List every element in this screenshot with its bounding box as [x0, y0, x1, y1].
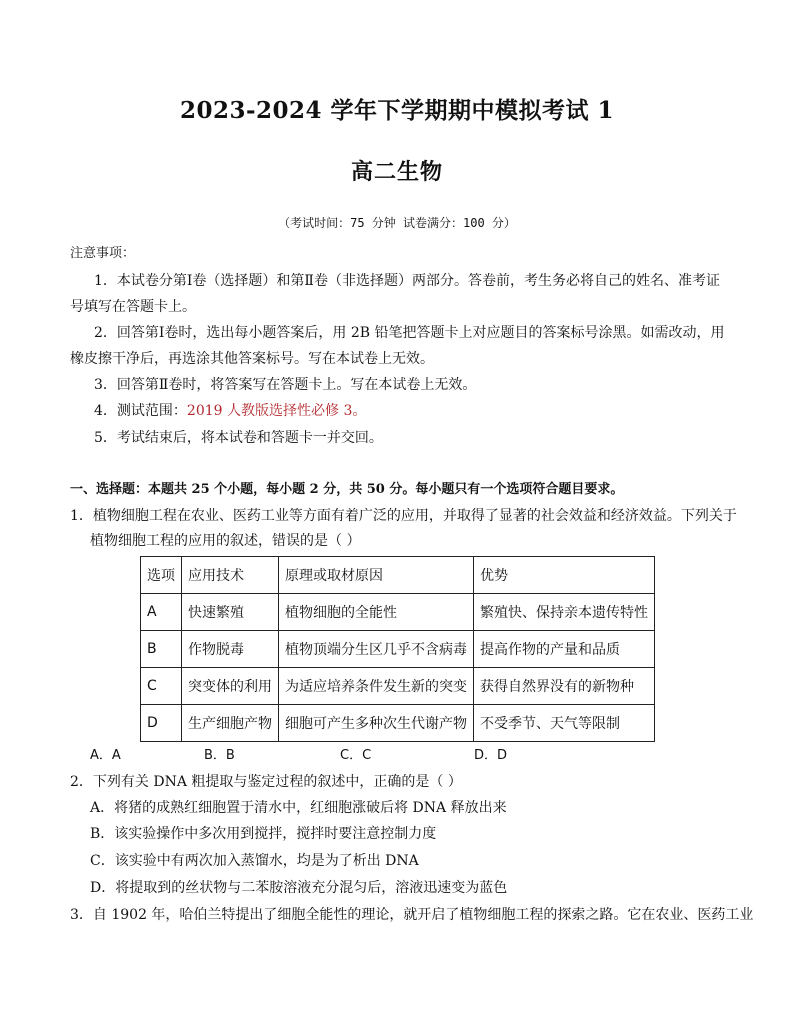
notice-item-4: [94, 400, 366, 420]
notice-heading: 注意事项：: [70, 246, 136, 261]
question-2-option-b: B．该实验操作中多次用到搅拌，搅拌时要注意控制力度: [90, 826, 437, 842]
question-1-stem: 1．植物细胞工程在农业、医药工业等方面有着广泛的应用，并取得了显著的社会效益和经济效益。下列关于: [70, 508, 737, 524]
question-1-choice-a: A．A: [90, 748, 121, 763]
table-cell: C: [141, 668, 182, 705]
notice-item-3: 3．回答第Ⅱ卷时，将答案写在答题卡上。写在本试卷上无效。: [94, 377, 477, 393]
table-cell: 突变体的利用: [182, 668, 279, 705]
table-cell: 繁殖快、保持亲本遗传特性: [474, 594, 655, 631]
subject-title: 高二生物: [350, 159, 443, 185]
table-row: [141, 594, 655, 631]
table-cell: 快速繁殖: [182, 594, 279, 631]
test-scope: 2019 人教版选择性必修 3。: [186, 403, 367, 419]
notice-item-5: 5．考试结束后，将本试卷和答题卡一并交回。: [94, 430, 383, 446]
table-row: [141, 668, 655, 705]
table-cell: B: [141, 631, 182, 668]
table-header-cell: 优势: [474, 557, 655, 594]
notice-item-2: 2．回答第Ⅰ卷时，选出每小题答案后，用 2B 铅笔把答题卡上对应题目的答案标号涂黑。如需改动，用: [94, 325, 725, 341]
notice-item-1-cont: 号填写在答题卡上。: [70, 299, 196, 315]
table-header-row: [141, 557, 655, 594]
table-cell: A: [141, 594, 182, 631]
question-2-stem: 2．下列有关 DNA 粗提取与鉴定过程的叙述中，正确的是（ ）: [70, 774, 462, 790]
question-1-table: [140, 556, 655, 742]
table-row: [141, 631, 655, 668]
table-header-cell: 原理或取材原因: [279, 557, 474, 594]
table-cell: D: [141, 705, 182, 742]
table-cell: 生产细胞产物: [182, 705, 279, 742]
notice-item-4-prefix: 4．测试范围：: [94, 403, 187, 419]
question-1-stem-cont: 植物细胞工程的应用的叙述，错误的是（ ）: [90, 533, 361, 549]
notice-item-2-cont: 橡皮擦干净后，再选涂其他答案标号。写在本试卷上无效。: [70, 351, 434, 367]
question-3-stem: 3．自 1902 年，哈伯兰特提出了细胞全能性的理论，就开启了植物细胞工程的探索之路。它在农业、医药工业: [70, 907, 754, 923]
section-heading: 一、选择题：本题共 25 个小题，每小题 2 分，共 50 分。每小题只有一个选项符合题目要求。: [70, 482, 624, 497]
table-cell: 作物脱毒: [182, 631, 279, 668]
question-2-option-d: D．将提取到的丝状物与二苯胺溶液充分混匀后，溶液迅速变为蓝色: [90, 880, 508, 896]
question-1-choice-b: B．B: [204, 748, 235, 763]
exam-info: （考试时间：75 分钟 试卷满分：100 分）: [278, 216, 516, 230]
table-cell: 不受季节、天气等限制: [474, 705, 655, 742]
table-cell: 为适应培养条件发生新的突变: [279, 668, 474, 705]
table-cell: 植物顶端分生区几乎不含病毒: [279, 631, 474, 668]
table-cell: 获得自然界没有的新物种: [474, 668, 655, 705]
table-header-cell: 应用技术: [182, 557, 279, 594]
exam-title: 2023-2024 学年下学期期中模拟考试 1: [179, 97, 615, 124]
table-row: [141, 705, 655, 742]
question-2-option-a: A．将猪的成熟红细胞置于清水中，红细胞涨破后将 DNA 释放出来: [90, 800, 507, 816]
table-header-cell: 选项: [141, 557, 182, 594]
question-1-choice-c: C．C: [340, 748, 372, 763]
table-cell: 植物细胞的全能性: [279, 594, 474, 631]
table-cell: 细胞可产生多种次生代谢产物: [279, 705, 474, 742]
table-cell: 提高作物的产量和品质: [474, 631, 655, 668]
question-2-option-c: C．该实验中有两次加入蒸馏水，均是为了析出 DNA: [90, 853, 419, 869]
question-1-choice-d: D．D: [474, 748, 508, 763]
notice-item-1: 1．本试卷分第Ⅰ卷（选择题）和第Ⅱ卷（非选择题）两部分。答卷前，考生务必将自己的姓名、准考证: [94, 273, 720, 289]
